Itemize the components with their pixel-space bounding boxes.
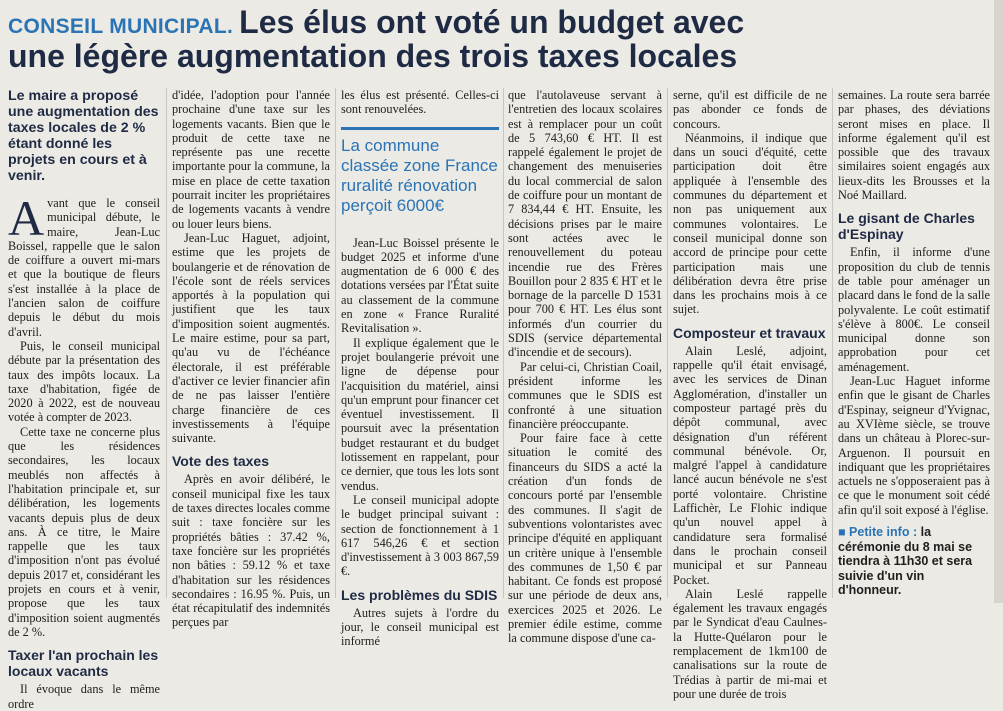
paragraph-text: vant que le conseil municipal débute, le maire, Jean-Luc Boissel, rappelle que le salon de coiffure a ouvert mi-mars et que la boutique de fleurs s'est installée à la place de l'ancien salon de coiffure depuis le début du mois d'avril. <box>8 196 160 339</box>
paragraph: Il évoque dans le même ordre <box>8 682 160 711</box>
paragraph: Par celui-ci, Christian Coail, président informe les communes que le SDIS est confronté à une situation financière préoccupante. <box>508 359 662 431</box>
headline-line-1 <box>8 4 868 40</box>
paragraph: Alain Leslé, adjoint, rappelle qu'il était envisagé, avec les services de Dinan Agglomération, d'installer un composteur partagé près du dépôt communal, avec désignation d'un référent communal bénévole. Or, malgré l'appel à candidature lancé aucun bénévole ne s'est porté volontaire. Christine Laffichèr, Le Flohic indique qu'un nouvel appel à candidature sera formalisé dans le prochain conseil municipal et sur Panneau Pocket. <box>673 343 827 587</box>
info-box <box>838 525 990 598</box>
column-5 <box>673 88 827 701</box>
paragraph: que l'autolaveuse servant à l'entretien des locaux scolaires est à remplacer pour un coût de 5 743,60 € HT. Il est rappelé également le projet de changement des menuiseries du local commercial de salon de coiffure pour un montant de 7 834,44 € HT. Ensuite, les décisions prises par le maire sont actées avec le renouvellement du poteau incendie rue des Frères Bouillon pour 2 835 € HT et le bornage de la parcelle D 1531 pour 700 € HT. Les élus sont informés d'un courrier du SDIS (service départemental d'incendie et de secours). <box>508 88 662 360</box>
paragraph: Enfin, il informe d'une proposition du club de tennis de table pour aménager un placard dans le fond de la salle polyvalente. Le coût estimatif s'élève à 800€. Le conseil municipal donne son approbation pour cet aménagement. <box>838 245 990 374</box>
paragraph: Après en avoir délibéré, le conseil municipal fixe les taux de taxes directes locales comme suit : taxe foncière sur les propriétés bâties : 37.42 %, taxe foncière sur les propriétés non bâties : 59.12 % et taxe d'habitation sur les résidences secondaires : 16.95 %. Puis, un état récapitulatif des indemnités perçues par <box>172 472 330 630</box>
column-2 <box>172 88 330 630</box>
paragraph: d'idée, l'adoption pour l'année prochaine d'une taxe sur les logements vacants. Bien que le produit de cette taxe ne représente pas une recette importante pour la commune, la mise en place de cette taxation pourrait inciter les propriétaires de logements vacants à vendre ou louer leurs biens. <box>172 88 330 231</box>
column-divider <box>667 88 668 598</box>
drop-cap: A <box>8 190 45 246</box>
paragraph: Le conseil municipal adopte le budget principal suivant : section de fonctionnement à 1 617 546,26 € et section d'investissement à 3 003 867,59 €. <box>341 492 499 579</box>
info-label: Petite info : <box>849 525 918 540</box>
paragraph <box>8 190 160 339</box>
adjacent-page-edge <box>994 0 1003 603</box>
bullet-square-icon: ■ <box>838 525 846 540</box>
column-6 <box>838 88 990 603</box>
paragraph: semaines. La route sera barrée par phases, des déviations seront mises en place. Il informe également qu'il est possible que des travaux similaires soient engagés aux lieux-dits les Brousses et la Noé Maillard. <box>838 88 990 203</box>
callout-box: La commune classée zone France ruralité rénovation perçoit 6000€ <box>341 127 499 230</box>
column-3 <box>341 88 499 649</box>
subheading-gisant: Le gisant de Charles d'Espinay <box>838 210 975 243</box>
paragraph: Néanmoins, il indique que dans un souci d'équité, cette participation doit être appliquée à l'ensemble des communes du département et non pas uniquement aux communes volontaires. Le conseil municipal donne son accord de principe pour cette participation mais une délibération devra être prise dans les prochains mois à ce sujet. <box>673 130 827 317</box>
lead-paragraph: Le maire a proposé une augmentation des taxes locales de 2 % étant donné les projets en cours et à venir. <box>8 88 159 184</box>
column-divider <box>166 88 167 598</box>
paragraph: Alain Leslé rappelle également les travaux engagés par le Syndicat d'eau Caulnes-la Hutte-Quélaron pour le remplacement de 1km100 de canalisations sur la route de Trédias à partir de mi-mai et pour une durée de trois <box>673 586 827 701</box>
title-line-1: Les élus ont voté un budget avec <box>239 4 745 40</box>
paragraph: Cette taxe ne concerne plus que les résidences secondaires, les locaux meublés non affectés à l'habitation principale et, sur délibération, les logements vacants depuis plus de deux ans. À ce titre, le Maire rappelle que les taux d'imposition n'ont pas évolué depuis 2017 et, considérant les projets en cours et à venir, propose que les taux d'imposition soient augmentés de 2 %. <box>8 424 160 639</box>
subheading-composteur: Composteur et travaux <box>673 324 826 341</box>
paragraph: Jean-Luc Boissel présente le budget 2025 et informe d'une augmentation de 6 000 € des dotations versées par l'État suite au classement de la commune en zone « France Ruralité Revitalisation ». <box>341 235 499 336</box>
column-divider <box>503 88 504 598</box>
title-line-2: une légère augmentation des trois taxes locales <box>8 38 738 74</box>
paragraph: Jean-Luc Haguet, adjoint, estime que les projets de boulangerie et de rénovation de l'école sont de réels services apportés à la population qui justifient que les taux d'imposition soient augmentés. Le maire estime, pour sa part, qu'au vu de l'échéance électorale, il est préférable d'activer ce levier financier afin de ne pas laisser l'entière charge financière de ces investissements à l'équipe suivante. <box>172 230 330 446</box>
paragraph: Pour faire face à cette situation le comité des financeurs du SIDS a acté la création d'un fonds de concours porté par l'ensemble des communes. Il s'agit de subventions volontaristes avec principe d'équité en appliquant un critère unique à l'ensemble des communes de 1,50 € par habitant. Ce fonds est proposé sur une période de deux ans, exercices 2025 et 2026. Le premier édile estime, comme la commune dispose d'une ca- <box>508 431 662 646</box>
column-4 <box>508 88 662 646</box>
paragraph: Puis, le conseil municipal débute par la présentation des taux des impôts locaux. La taxe d'habitation, figée de 2020 à 2022, est de nouveau votée à compter de 2023. <box>8 338 160 425</box>
subheading-sdis: Les problèmes du SDIS <box>341 586 498 603</box>
info-text: la cérémonie du 8 mai se tiendra à 11h30 et sera suivie d'un vin d'honneur. <box>838 525 973 598</box>
kicker: CONSEIL MUNICIPAL. <box>8 15 234 38</box>
subheading-vote: Vote des taxes <box>172 453 270 470</box>
subheading-taxer: Taxer l'an prochain les locaux vacants <box>8 647 159 680</box>
paragraph: Il explique également que le projet boulangerie prévoit une ligne de dépense pour l'acquisition du matériel, ainsi qu'un emprunt pour financer cet éventuel investissement. Il poursuit avec la présentation budget restaurant et du budget lotissement en rappelant, pour ce dernier, que tous les lots sont vendus. <box>341 335 499 493</box>
column-divider <box>335 88 336 598</box>
column-divider <box>832 88 833 598</box>
paragraph: Autres sujets à l'ordre du jour, le conseil municipal est informé <box>341 605 499 649</box>
paragraph: Jean-Luc Haguet informe enfin que le gisant de Charles d'Espinay, seigneur d'Yvignac, au XVIème siècle, se trouve dans un château à Plorec-sur-Arguenon. Il poursuit en indiquant que les propriétaires actuels ne s'opposeraient pas à ce que le monument soit cédé afin qu'il soit exposé à l'église. <box>838 374 990 517</box>
column-1 <box>8 88 160 711</box>
paragraph: serne, qu'il est difficile de ne pas abonder ce fonds de concours. <box>673 88 827 131</box>
paragraph: les élus est présenté. Celles-ci sont renouvelées. <box>341 88 499 117</box>
headline <box>8 4 868 74</box>
